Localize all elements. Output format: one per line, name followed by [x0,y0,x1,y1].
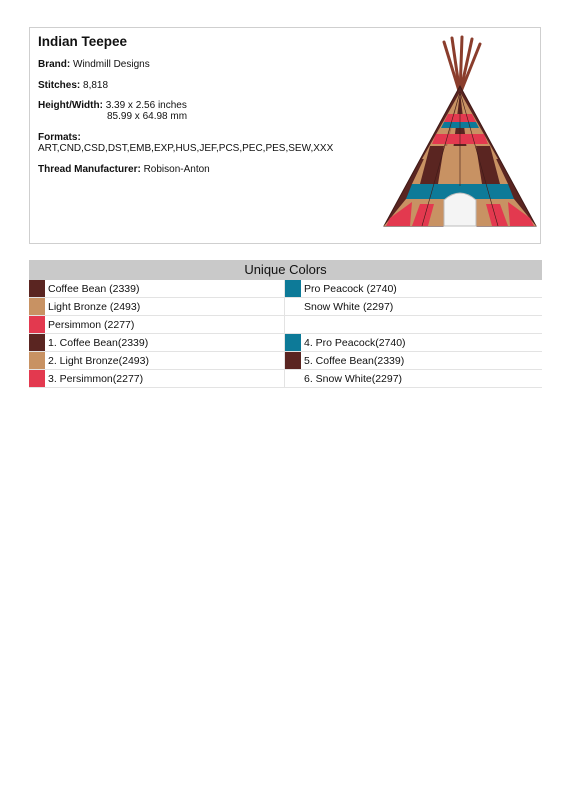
color-name: Coffee Bean (2339) [48,283,140,295]
formats-value: ART,CND,CSD,DST,EMB,EXP,HUS,JEF,PCS,PEC,PES,SEW,XXX [38,143,334,154]
unique-colors-heading: Unique Colors [29,260,542,280]
sequence-row [285,334,542,352]
color-name: Snow White (2297) [304,301,394,313]
color-swatch [29,298,45,315]
color-swatch [29,316,45,333]
thread-value: Robison-Anton [143,164,210,175]
stitches-row [38,80,108,91]
sequence-name: 1. Coffee Bean(2339) [48,337,149,349]
thread-label: Thread Manufacturer: [38,164,141,175]
color-row [29,298,285,316]
thread-row [38,164,210,175]
color-swatch [285,280,301,297]
color-swatch [29,352,45,369]
design-info-card [29,27,541,244]
brand-row [38,59,150,70]
sequence-row [29,370,285,388]
sequence-name: 3. Persimmon(2277) [48,373,144,385]
hw-label: Height/Width: [38,100,103,111]
color-row [285,298,542,316]
sequence-name: 6. Snow White(2297) [304,373,403,385]
sequence-row [29,334,285,352]
brand-value: Windmill Designs [73,59,150,70]
sequence-name: 2. Light Bronze(2493) [48,355,149,367]
color-swatch [29,370,45,387]
color-swatch [29,280,45,297]
color-swatch [285,370,301,387]
unique-colors-table [29,260,542,388]
hw-inches: 3.39 x 2.56 inches [105,100,187,111]
stitches-label: Stitches: [38,80,81,91]
brand-label: Brand: [38,59,71,70]
color-row [29,316,285,334]
sequence-row [29,352,285,370]
hw-mm: 85.99 x 64.98 mm [107,111,188,122]
color-swatch [285,352,301,369]
height-width-row [38,100,187,111]
color-swatch [285,298,301,315]
sequence-row [285,352,542,370]
color-row [285,280,542,298]
color-name: Pro Peacock (2740) [304,283,397,295]
color-name: Light Bronze (2493) [48,301,141,313]
sequence-name: 4. Pro Peacock(2740) [304,337,406,349]
color-swatch [285,334,301,351]
sequence-row [285,370,542,388]
teepee-embroidery-image [382,34,538,239]
color-row-empty [285,316,542,334]
color-swatch [29,334,45,351]
sequence-name: 5. Coffee Bean(2339) [304,355,405,367]
color-name: Persimmon (2277) [48,319,135,331]
color-row [29,280,285,298]
formats-label: Formats: [38,132,81,143]
stitches-value: 8,818 [83,80,109,91]
design-title: Indian Teepee [38,34,128,49]
